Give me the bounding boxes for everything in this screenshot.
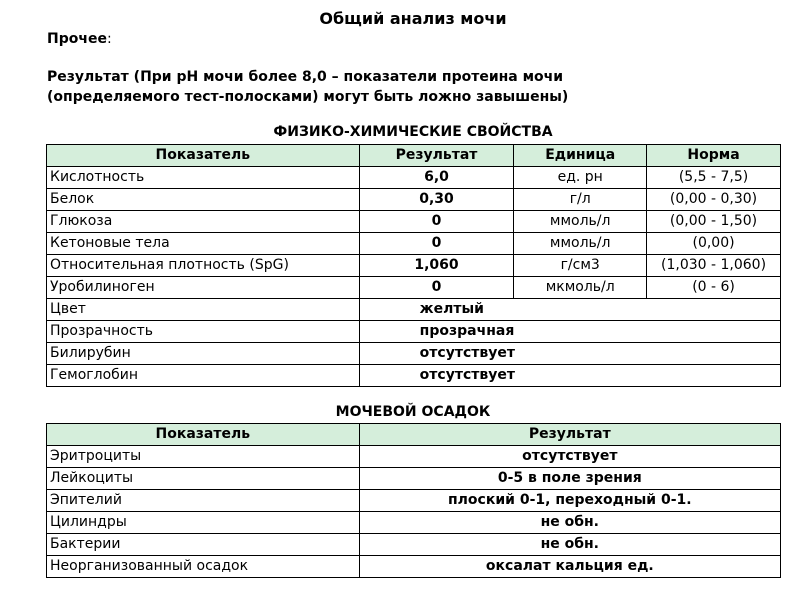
row-name: Эритроциты xyxy=(47,446,360,468)
row-name: Прозрачность xyxy=(47,321,360,343)
table-row xyxy=(47,490,781,512)
sediment-table xyxy=(46,423,781,578)
physchem-header-row xyxy=(47,145,781,167)
row-name: Кетоновые тела xyxy=(47,233,360,255)
row-name: Эпителий xyxy=(47,490,360,512)
row-name: Цвет xyxy=(47,299,360,321)
row-result: оксалат кальция ед. xyxy=(359,556,780,578)
row-name: Билирубин xyxy=(47,343,360,365)
row-result: не обн. xyxy=(359,512,780,534)
other-colon: : xyxy=(106,31,112,47)
row-result: желтый xyxy=(359,299,780,321)
table-row xyxy=(47,211,781,233)
row-result: отсутствует xyxy=(359,446,780,468)
note-line-2: (определяемого тест-полосками) могут быть ложно завышены) xyxy=(47,89,569,105)
header-indicator: Показатель xyxy=(47,145,360,167)
row-unit: ммоль/л xyxy=(514,233,647,255)
row-result: 0,30 xyxy=(359,189,514,211)
row-result: 1,060 xyxy=(359,255,514,277)
header-indicator: Показатель xyxy=(47,424,360,446)
sediment-header-row xyxy=(47,424,781,446)
row-unit: г/см3 xyxy=(514,255,647,277)
row-result: отсутствует xyxy=(359,365,780,387)
row-unit: ммоль/л xyxy=(514,211,647,233)
table-row xyxy=(47,233,781,255)
note-line-1: Результат (При pH мочи более 8,0 – показатели протеина мочи xyxy=(47,69,564,85)
table-row xyxy=(47,556,781,578)
row-result: 6,0 xyxy=(359,167,514,189)
row-result: 0 xyxy=(359,211,514,233)
table-row xyxy=(47,189,781,211)
row-norm: (1,030 - 1,060) xyxy=(647,255,781,277)
physchem-section-title: ФИЗИКО-ХИМИЧЕСКИЕ СВОЙСТВА xyxy=(273,124,553,140)
row-name: Глюкоза xyxy=(47,211,360,233)
header-result: Результат xyxy=(359,145,514,167)
row-name: Неорганизованный осадок xyxy=(47,556,360,578)
row-unit: мкмоль/л xyxy=(514,277,647,299)
table-row xyxy=(47,167,781,189)
other-label: Прочее xyxy=(47,31,107,47)
sediment-section-title: МОЧЕВОЙ ОСАДОК xyxy=(335,404,491,420)
result-note xyxy=(47,67,568,107)
row-unit: ед. рн xyxy=(514,167,647,189)
row-name: Уробилиноген xyxy=(47,277,360,299)
row-name: Кислотность xyxy=(47,167,360,189)
header-norm: Норма xyxy=(647,145,781,167)
row-norm: (0,00 - 1,50) xyxy=(647,211,781,233)
table-row xyxy=(47,468,781,490)
row-result: 0 xyxy=(359,233,514,255)
table-row xyxy=(47,299,781,321)
row-name: Относительная плотность (SpG) xyxy=(47,255,360,277)
page-title: Общий анализ мочи xyxy=(319,9,507,28)
row-name: Цилиндры xyxy=(47,512,360,534)
row-name: Гемоглобин xyxy=(47,365,360,387)
header-result: Результат xyxy=(359,424,780,446)
table-row xyxy=(47,512,781,534)
row-name: Бактерии xyxy=(47,534,360,556)
row-norm: (0 - 6) xyxy=(647,277,781,299)
physchem-table xyxy=(46,144,781,387)
row-result: не обн. xyxy=(359,534,780,556)
table-row xyxy=(47,277,781,299)
header-unit: Единица xyxy=(514,145,647,167)
row-result: отсутствует xyxy=(359,343,780,365)
row-norm: (0,00 - 0,30) xyxy=(647,189,781,211)
row-result: 0-5 в поле зрения xyxy=(359,468,780,490)
table-row xyxy=(47,321,781,343)
other-section-label xyxy=(47,31,112,47)
table-row xyxy=(47,534,781,556)
row-result: 0 xyxy=(359,277,514,299)
row-result: прозрачная xyxy=(359,321,780,343)
table-row xyxy=(47,365,781,387)
table-row xyxy=(47,343,781,365)
row-norm: (0,00) xyxy=(647,233,781,255)
table-row xyxy=(47,255,781,277)
row-unit: г/л xyxy=(514,189,647,211)
row-name: Белок xyxy=(47,189,360,211)
row-result: плоский 0-1, переходный 0-1. xyxy=(359,490,780,512)
row-norm: (5,5 - 7,5) xyxy=(647,167,781,189)
table-row xyxy=(47,446,781,468)
row-name: Лейкоциты xyxy=(47,468,360,490)
